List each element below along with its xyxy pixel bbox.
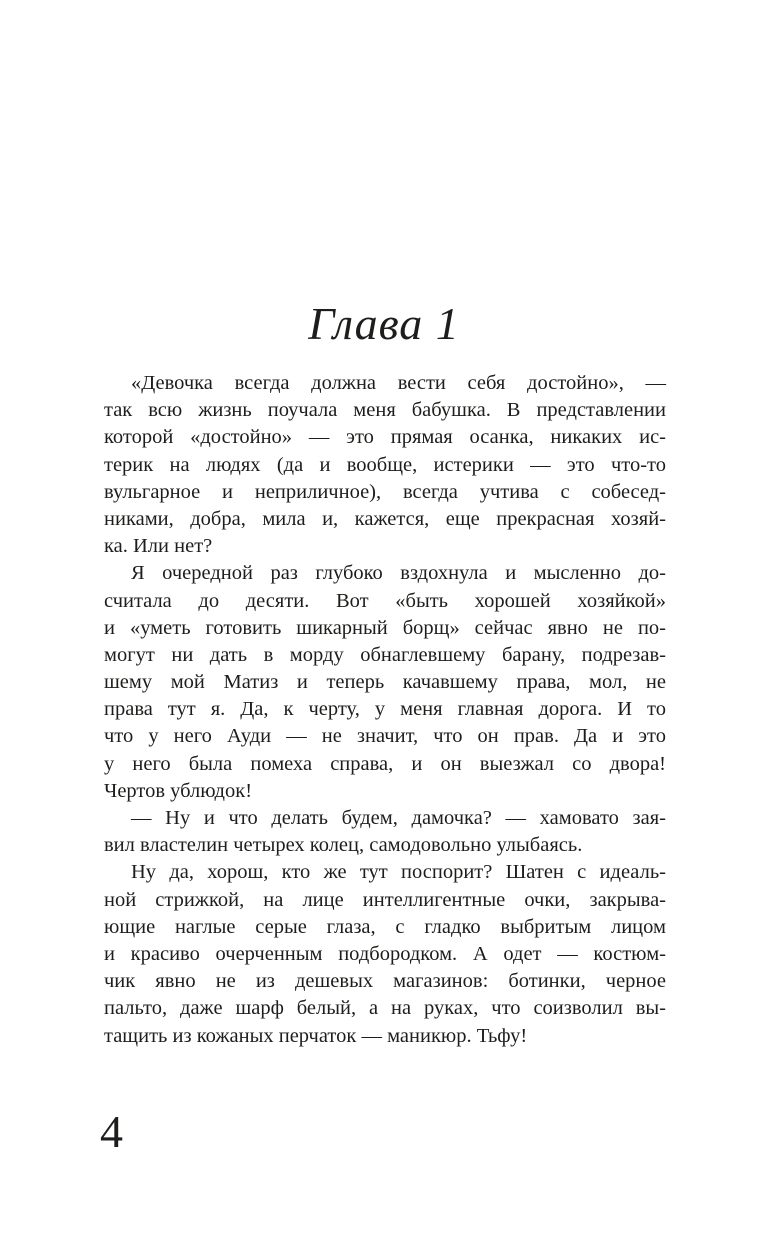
text-line: так всю жизнь поучала меня бабушка. В представлении <box>104 399 666 422</box>
text-line: Ну да, хорош, кто же тут поспорит? Шатен с идеаль- <box>131 861 666 884</box>
text-line: шему мой Матиз и теперь качавшему права, мол, не <box>104 671 666 694</box>
text-line: Я очередной раз глубоко вздохнула и мысленно до- <box>131 562 666 585</box>
text-line: и «уметь готовить шикарный борщ» сейчас явно не по- <box>104 616 666 639</box>
text-line: что у него Ауди — не значит, что он прав. Да и это <box>104 725 666 748</box>
text-line: вил властелин четырех колец, самодовольно улыбаясь. <box>104 834 583 857</box>
text-line: права тут я. Да, к черту, у меня главная дорога. И то <box>104 698 666 721</box>
body-text <box>104 370 666 1050</box>
text-line: могут ни дать в морду обнаглевшему барану, подрезав- <box>104 643 666 666</box>
text-line: пальто, даже шарф белый, а на руках, что соизволил вы- <box>104 997 666 1020</box>
chapter-title: Глава 1 <box>308 298 460 349</box>
text-line: терик на людях (да и вообще, истерики — это что-то <box>104 453 666 476</box>
text-line: чик явно не из дешевых магазинов: ботинки, черное <box>104 970 666 993</box>
text-line: и красиво очерченным подбородком. А одет — костюм- <box>104 942 666 965</box>
text-line: тащить из кожаных перчаток — маникюр. Тьфу! <box>104 1024 528 1047</box>
text-line: считала до десяти. Вот «быть хорошей хозяйкой» <box>104 589 666 612</box>
text-line: которой «достойно» — это прямая осанка, никаких ис- <box>104 426 666 449</box>
text-line: у него была помеха справа, и он выезжал со двора! <box>104 752 666 775</box>
text-line: «Девочка всегда должна вести себя достойно», — <box>131 372 666 394</box>
text-line: ной стрижкой, на лице интеллигентные очки, закрыва- <box>104 888 666 911</box>
text-line: Чертов ублюдок! <box>104 779 253 802</box>
page-number: 4 <box>100 1106 123 1157</box>
text-line: — Ну и что делать будем, дамочка? — хамовато зая- <box>131 807 666 829</box>
text-line: вульгарное и неприличное), всегда учтива с собесед- <box>104 480 666 503</box>
text-line: никами, добра, мила и, кажется, еще прекрасная хозяй- <box>104 507 666 530</box>
text-line: ющие наглые серые глаза, с гладко выбритым лицом <box>104 915 666 938</box>
text-line: ка. Или нет? <box>104 535 213 558</box>
